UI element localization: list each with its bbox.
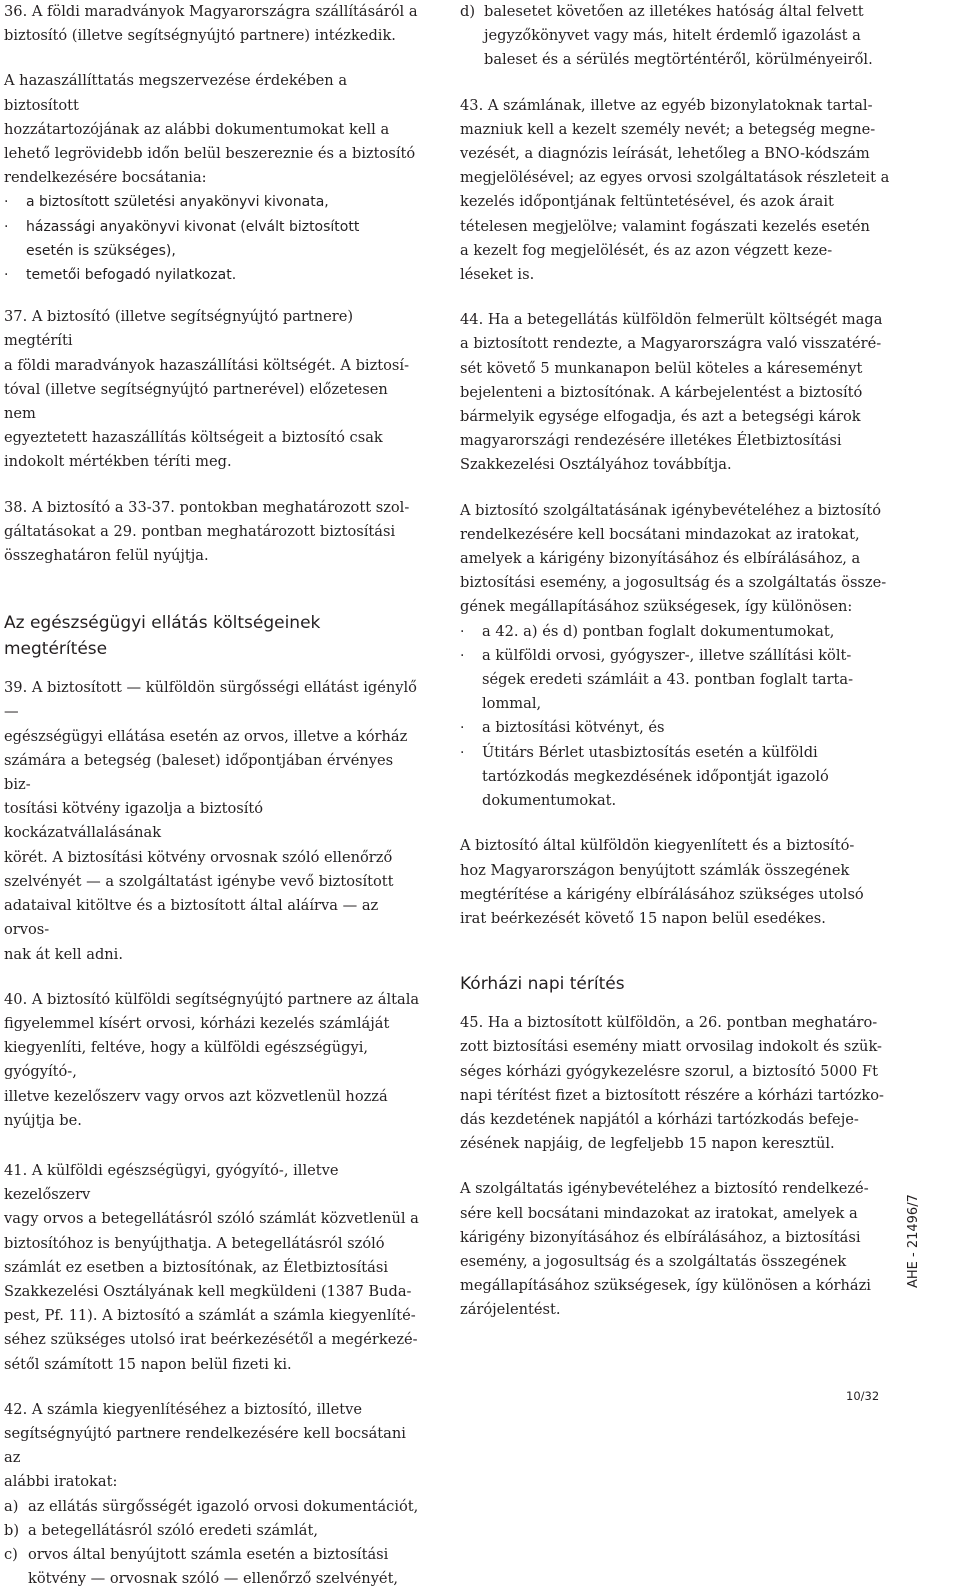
text-line: a kezelt fog megjelölését, és az azon végzett keze- bbox=[460, 241, 833, 259]
text-line: segítségnyújtó partnere rendelkezésére kell bocsátani az bbox=[4, 1424, 406, 1467]
text-line: 37. A biztosító (illetve segítségnyújtó partnere) megtéríti bbox=[4, 308, 354, 350]
text-line: egyeztetett hazaszállítás költségeit a biztosító csak bbox=[4, 429, 383, 447]
paragraph-44 bbox=[460, 308, 896, 477]
item-text bbox=[28, 1543, 422, 1591]
bullet-item bbox=[4, 263, 422, 287]
text-line: Szakkezelési Osztályához továbbítja. bbox=[460, 456, 732, 474]
text-line: 40. A biztosító külföldi segítségnyújtó partnere az általa bbox=[4, 990, 420, 1008]
text-line: számlát ez esetben a biztosítónak, az Életbiztosítási bbox=[4, 1258, 388, 1276]
text-line: a külföldi orvosi, gyógyszer-, illetve szállítási költ- bbox=[482, 646, 852, 664]
paragraph-36 bbox=[4, 0, 422, 48]
bullet-marker: · bbox=[4, 194, 9, 211]
text-line: baleset és a sérülés megtörténtéről, körülményeiről. bbox=[484, 51, 873, 69]
text-line: 44. Ha a betegellátás külföldön felmerült költségét maga bbox=[460, 311, 883, 329]
bullet-marker: · bbox=[460, 647, 465, 664]
text-line: figyelemmel kísért orvosi, kórházi kezelés számláját bbox=[4, 1014, 390, 1032]
paragraph-hospital-documents bbox=[460, 1177, 896, 1322]
text-line: kiegyenlíti, feltéve, hogy a külföldi egészségügyi, gyógyító-, bbox=[4, 1039, 368, 1081]
paragraph-43 bbox=[460, 94, 896, 288]
paragraph-41 bbox=[4, 1159, 422, 1377]
paragraph-40 bbox=[4, 988, 422, 1133]
item-marker: c) bbox=[4, 1545, 18, 1563]
text-line: A hazaszállíttatás megszervezése érdekében a biztosított bbox=[4, 72, 348, 114]
text-line: léseket is. bbox=[460, 266, 535, 284]
bullet-text: a biztosítási kötvényt, és bbox=[482, 719, 665, 737]
text-line: illetve kezelőszerv vagy orvos azt közvetlenül hozzá bbox=[4, 1087, 388, 1105]
section-heading-healthcare-costs: Az egészségügyi ellátás költségeinek megtérítése bbox=[4, 613, 321, 660]
text-line: számára a betegség (baleset) időpontjában érvényes biz- bbox=[4, 751, 394, 794]
bullet-item bbox=[460, 644, 896, 717]
text-line: 42. A számla kiegyenlítéséhez a biztosító, illetve bbox=[4, 1400, 363, 1418]
bullet-item bbox=[460, 741, 896, 814]
text-line: bejelenteni a biztosítónak. A kárbejelentést a biztosító bbox=[460, 383, 863, 401]
text-line: kárigény bizonyításához és elbírálásához, a biztosítási bbox=[460, 1228, 861, 1246]
text-line: rendelkezésére bocsátania: bbox=[4, 169, 207, 187]
item-text: az ellátás sürgősségét igazoló orvosi dokumentációt, bbox=[28, 1497, 419, 1515]
paragraph-39 bbox=[4, 676, 422, 966]
bullet-marker: · bbox=[460, 720, 465, 737]
text-line: tóval (illetve segítségnyújtó partnerével) előzetesen nem bbox=[4, 380, 388, 423]
text-line: megállapításához szükségesek, így különösen a kórházi bbox=[460, 1277, 871, 1295]
text-line: összeghatáron felül nyújtja. bbox=[4, 547, 209, 565]
text-line: zésének napjáig, de legfeljebb 15 napon keresztül. bbox=[460, 1135, 835, 1153]
text-line: biztosító (illetve segítségnyújtó partnere) intézkedik. bbox=[4, 27, 396, 45]
bullet-text bbox=[26, 215, 422, 263]
paragraph-documents bbox=[460, 499, 896, 620]
text-line: A szolgáltatás igénybevételéhez a biztosító rendelkezé- bbox=[460, 1180, 869, 1198]
bullet-item bbox=[460, 716, 896, 740]
text-line: szelvényét — a szolgáltatást igénybe vevő biztosított bbox=[4, 872, 394, 890]
bullet-text: a 42. a) és d) pontban foglalt dokumentumokat, bbox=[482, 622, 835, 640]
text-line: A biztosító által külföldön kiegyenlített és a biztosító- bbox=[460, 837, 855, 855]
document-code: AHE - 21496/7 bbox=[906, 1194, 921, 1288]
text-line: mazniuk kell a kezelt személy nevét; a betegség megne- bbox=[460, 120, 876, 138]
text-line: alábbi iratokat: bbox=[4, 1473, 118, 1491]
bullet-item bbox=[4, 190, 422, 214]
text-line: indokolt mértékben téríti meg. bbox=[4, 453, 232, 471]
section-heading-hospital-daily-allowance: Kórházi napi térítés bbox=[460, 974, 625, 995]
text-line: napi térítést fizet a biztosított részére a kórházi tartózko- bbox=[460, 1086, 884, 1104]
paragraph-37 bbox=[4, 305, 422, 474]
paragraph-repatriation bbox=[4, 69, 422, 190]
text-line: sére kell bocsátani mindazokat az iratokat, amelyek a bbox=[460, 1204, 858, 1222]
text-line: gáltatásokat a 29. pontban meghatározott biztosítási bbox=[4, 522, 396, 540]
text-line: séges kórházi gyógykezelésre szorul, a biztosító 5000 Ft bbox=[460, 1062, 878, 1080]
bullet-text: a biztosított születési anyakönyvi kivonata, bbox=[26, 194, 329, 211]
lettered-item bbox=[460, 0, 896, 73]
text-line: kezelés időpontjának feltüntetésével, és azok árait bbox=[460, 193, 834, 211]
text-line: sétől számított 15 napon belül fizeti ki. bbox=[4, 1355, 292, 1373]
text-line: esetén is szükséges), bbox=[26, 242, 176, 259]
text-line: pest, Pf. 11). A biztosító a számlát a számla kiegyenlíté- bbox=[4, 1307, 416, 1325]
text-line: tosítási kötvény igazolja a biztosító kockázatvállalásának bbox=[4, 800, 264, 842]
text-line: nak át kell adni. bbox=[4, 945, 123, 963]
right-column bbox=[460, 0, 896, 1323]
bullet-item bbox=[4, 215, 422, 263]
text-line: lehető legrövidebb időn belül beszereznie és a biztosító bbox=[4, 145, 416, 163]
text-line: a földi maradványok hazaszállítási költségét. A biztosí- bbox=[4, 356, 410, 374]
text-line: Szakkezelési Osztályának kell megküldeni (1387 Buda- bbox=[4, 1282, 412, 1300]
bullet-marker: · bbox=[4, 218, 9, 235]
text-line: gének megállapításához szükségesek, így különösen: bbox=[460, 598, 853, 616]
text-line: 39. A biztosított — külföldön sürgősségi ellátást igénylő — bbox=[4, 679, 417, 721]
bullet-text: temetői befogadó nyilatkozat. bbox=[26, 267, 237, 284]
text-line: Útitárs Bérlet utasbiztosítás esetén a külföldi bbox=[482, 743, 818, 761]
paragraph-45 bbox=[460, 1011, 896, 1156]
text-line: 45. Ha a biztosított külföldön, a 26. pontban meghatáro- bbox=[460, 1014, 878, 1032]
text-line: sét követő 5 munkanapon belül köteles a káreseményt bbox=[460, 359, 863, 377]
text-line: adataival kitöltve és a biztosított által aláírva — az orvos- bbox=[4, 897, 379, 939]
text-line: a biztosított rendezte, a Magyarországra való visszatéré- bbox=[460, 335, 882, 353]
lettered-item bbox=[4, 1519, 422, 1543]
bullet-text bbox=[482, 644, 896, 717]
text-line: hozzátartozójának az alábbi dokumentumokat kell a bbox=[4, 120, 390, 138]
text-line: zott biztosítási esemény miatt orvosilag indokolt és szük- bbox=[460, 1038, 882, 1056]
text-line: házassági anyakönyvi kivonat (elvált biztosított bbox=[26, 218, 360, 235]
text-line: lommal, bbox=[482, 695, 542, 713]
text-line: tételesen megjelölve; valamint fogászati kezelés esetén bbox=[460, 217, 870, 235]
text-line: vagy orvos a betegellátásról szóló számlát közvetlenül a bbox=[4, 1210, 419, 1228]
text-line: dokumentumokat. bbox=[482, 792, 617, 810]
paragraph-reimbursement bbox=[460, 834, 896, 931]
item-text: a betegellátásról szóló eredeti számlát, bbox=[28, 1521, 319, 1539]
item-text bbox=[484, 0, 896, 73]
text-line: 41. A külföldi egészségügyi, gyógyító-, illetve kezelőszerv bbox=[4, 1161, 339, 1204]
text-line: A biztosító szolgáltatásának igénybevételéhez a biztosító bbox=[460, 501, 882, 519]
text-line: balesetet követően az illetékes hatóság által felvett bbox=[484, 3, 864, 20]
text-line: amelyek a kárigény bizonyításához és elbírálásához, a bbox=[460, 550, 861, 568]
item-marker: b) bbox=[4, 1521, 20, 1539]
text-line: körét. A biztosítási kötvény orvosnak szóló ellenőrző bbox=[4, 848, 393, 866]
text-line: séhez szükséges utolsó irat beérkezésétől a megérkezé- bbox=[4, 1331, 418, 1349]
text-line: rendelkezésére kell bocsátani mindazokat az iratokat, bbox=[460, 525, 860, 543]
text-line: vezését, a diagnózis leírását, lehetőleg a BNO-kódszám bbox=[460, 145, 870, 163]
paragraph-38 bbox=[4, 496, 422, 569]
item-marker: a) bbox=[4, 1497, 19, 1515]
item-marker: d) bbox=[460, 3, 476, 20]
bullet-text bbox=[482, 741, 896, 814]
text-line: magyarországi rendezésére illetékes Életbiztosítási bbox=[460, 432, 842, 450]
bullet-marker: · bbox=[4, 267, 9, 284]
text-line: biztosítási esemény, a jogosultság és a szolgáltatás össze- bbox=[460, 574, 887, 592]
text-line: orvos által benyújtott számla esetén a biztosítási bbox=[28, 1545, 389, 1563]
text-line: 38. A biztosító a 33-37. pontokban meghatározott szol- bbox=[4, 498, 410, 516]
text-line: biztosítóhoz is benyújthatja. A betegellátásról szóló bbox=[4, 1234, 385, 1252]
text-line: megtérítése a kárigény elbírálásához szükséges utolsó bbox=[460, 885, 864, 903]
text-line: 36. A földi maradványok Magyarországra szállításáról a bbox=[4, 3, 418, 20]
lettered-item bbox=[4, 1543, 422, 1591]
text-line: megjelölésével; az egyes orvosi szolgáltatások részleteit a bbox=[460, 169, 890, 187]
bullet-marker: · bbox=[460, 744, 465, 761]
text-line: zárójelentést. bbox=[460, 1301, 561, 1319]
page-number: 10/32 bbox=[846, 1389, 880, 1403]
left-column bbox=[4, 0, 422, 1591]
paragraph-42 bbox=[4, 1398, 422, 1495]
lettered-item bbox=[4, 1495, 422, 1519]
text-line: 43. A számlának, illetve az egyéb bizonylatoknak tartal- bbox=[460, 96, 873, 114]
text-line: kötvény — orvosnak szóló — ellenőrző szelvényét, bbox=[28, 1570, 399, 1588]
bullet-marker: · bbox=[460, 623, 465, 640]
text-line: nyújtja be. bbox=[4, 1111, 82, 1129]
text-line: jegyzőkönyvet vagy más, hitelt érdemlő igazolást a bbox=[484, 27, 861, 45]
text-line: esemény, a jogosultság és a szolgáltatás összegének bbox=[460, 1252, 847, 1270]
bullet-item bbox=[460, 620, 896, 644]
text-line: dás kezdetének napjától a kórházi tartózkodás befeje- bbox=[460, 1110, 859, 1128]
text-line: egészségügyi ellátása esetén az orvos, illetve a kórház bbox=[4, 727, 408, 745]
text-line: bármelyik egysége elfogadja, és azt a betegségi károk bbox=[460, 408, 861, 426]
text-line: tartózkodás megkezdésének időpontját igazoló bbox=[482, 767, 829, 785]
text-line: ségek eredeti számláit a 43. pontban foglalt tarta- bbox=[482, 671, 854, 689]
text-line: irat beérkezését követő 15 napon belül esedékes. bbox=[460, 909, 826, 927]
text-line: hoz Magyarországon benyújtott számlák összegének bbox=[460, 861, 850, 879]
